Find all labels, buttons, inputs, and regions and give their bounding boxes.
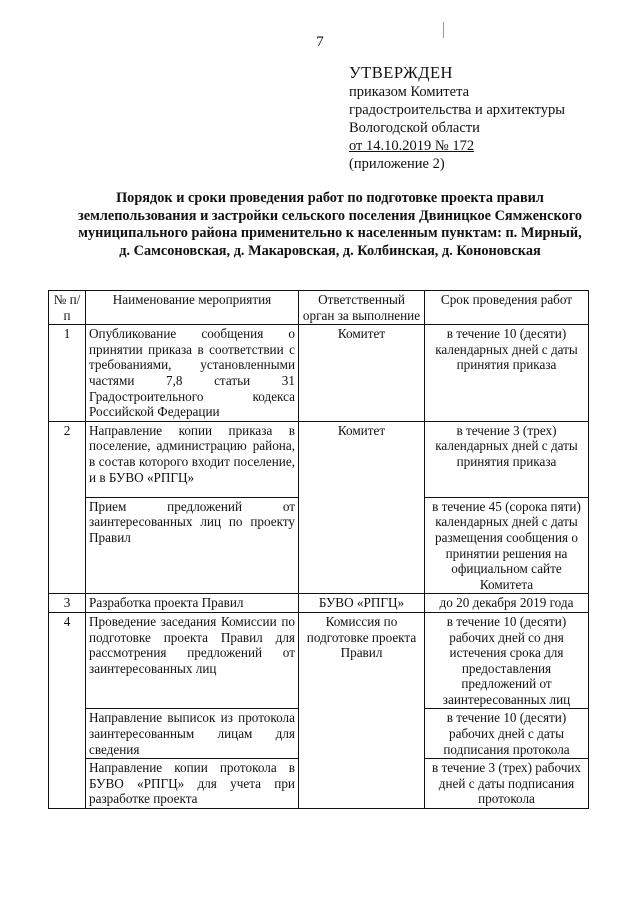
row-name: Проведение заседания Комиссии по подготовке проекта Правил для рассмотрения предложений от заинтересованных лиц — [86, 612, 299, 709]
approval-block — [349, 64, 629, 173]
row-term: в течение 10 (десяти) календарных дней с даты принятия приказа — [425, 325, 589, 422]
row-term: в течение 3 (трех) рабочих дней с даты подписания протокола — [425, 759, 589, 809]
row-name: Направление выписок из протокола заинтересованным лицам для сведения — [86, 709, 299, 759]
document-title: Порядок и сроки проведения работ по подготовке проекта правил землепользования и застройки сельского поселения Двиницкое Сямженского муниципального района применительно к населенным пунктам: п. Мирный, д. Самсоновская, д. Макаровская, д. Колбинская, д. Кононовская — [78, 190, 582, 259]
row-org: БУВО «РПГЦ» — [299, 594, 425, 613]
schedule-table — [48, 290, 589, 809]
row-term: в течение 3 (трех) календарных дней с даты принятия приказа — [425, 421, 589, 497]
row-org: Комиссия по подготовке проекта Правил — [299, 612, 425, 808]
header-org: Ответственный орган за выполнение — [299, 291, 425, 325]
approval-line-1: приказом Комитета — [349, 84, 470, 100]
approval-order-date: от 14.10.2019 № 172 — [349, 138, 475, 154]
header-term: Срок проведения работ — [425, 291, 589, 325]
table-row — [49, 594, 589, 613]
row-num: 4 — [49, 612, 86, 808]
row-name: Направление копии приказа в поселение, администрацию района, в состав которого входит поселение, и в БУВО «РПГЦ» — [86, 421, 299, 497]
page-number: 7 — [316, 34, 324, 50]
table-row — [49, 612, 589, 709]
row-org: Комитет — [299, 325, 425, 422]
row-term: в течение 10 (десяти) рабочих дней со дня истечения срока для предоставления предложений от заинтересованных лиц — [425, 612, 589, 709]
row-term: в течение 45 (сорока пяти) календарных дней с даты размещения сообщения о принятии решения на официальном сайте Комитета — [425, 497, 589, 594]
row-name: Направление копии протокола в БУВО «РПГЦ» для учета при разработке проекта — [86, 759, 299, 809]
row-name: Прием предложений от заинтересованных лиц по проекту Правил — [86, 497, 299, 594]
row-term: в течение 10 (десяти) рабочих дней с даты подписания протокола — [425, 709, 589, 759]
header-name: Наименование мероприятия — [86, 291, 299, 325]
row-num: 3 — [49, 594, 86, 613]
margin-mark — [443, 22, 444, 38]
row-term: до 20 декабря 2019 года — [425, 594, 589, 613]
header-num: № п/п — [49, 291, 86, 325]
table-header-row — [49, 291, 589, 325]
row-name: Разработка проекта Правил — [86, 594, 299, 613]
approval-line-3: Вологодской области — [349, 120, 480, 136]
row-num: 2 — [49, 421, 86, 594]
table-row — [49, 421, 589, 497]
approval-line-2: градостроительства и архитектуры — [349, 102, 566, 118]
row-org: Комитет — [299, 421, 425, 594]
approval-appendix: (приложение 2) — [349, 156, 445, 172]
approval-heading: УТВЕРЖДЕН — [349, 63, 453, 82]
row-num: 1 — [49, 325, 86, 422]
table-row — [49, 325, 589, 422]
row-name: Опубликование сообщения о принятии приказа в соответствии с требованиями, установленными частями 7,8 статьи 31 Градостроительного кодекса Российской Федерации — [86, 325, 299, 422]
